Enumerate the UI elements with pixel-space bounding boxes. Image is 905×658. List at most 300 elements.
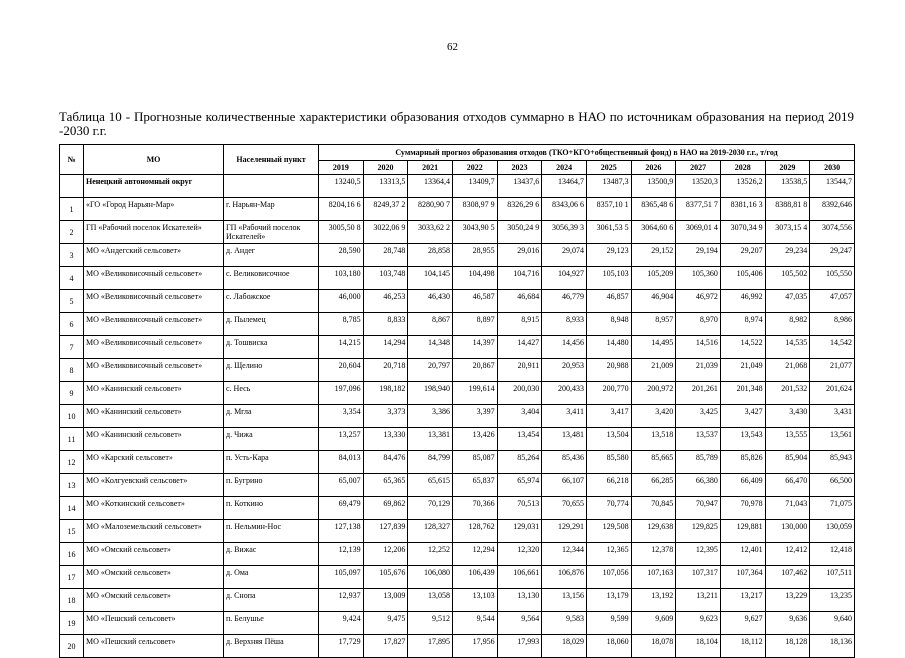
value-cell-2021: 84,799	[408, 451, 453, 474]
value-cell-2027: 105,360	[676, 267, 721, 290]
value-cell-2029: 71,043	[765, 497, 810, 520]
value-cell-2025: 70,774	[586, 497, 631, 520]
value-cell-2030: 130,059	[810, 520, 855, 543]
value-cell-2026: 107,163	[631, 566, 676, 589]
value-cell-2030: 29,247	[810, 244, 855, 267]
value-cell-2020: 14,294	[363, 336, 408, 359]
value-cell-2019: 103,180	[319, 267, 364, 290]
settlement-cell: д. Ома	[224, 566, 319, 589]
value-cell-2028: 3070,34 9	[720, 221, 765, 244]
value-cell-2024: 8343,06 6	[542, 198, 587, 221]
municipality-cell: МО «Великовисочный сельсовет»	[84, 313, 224, 336]
settlement-cell: д. Чижа	[224, 428, 319, 451]
value-cell-2026: 18,078	[631, 635, 676, 658]
value-cell-2030: 8392,646	[810, 198, 855, 221]
value-cell-2021: 70,129	[408, 497, 453, 520]
value-cell-2022: 9,544	[452, 612, 497, 635]
value-cell-2022: 85,087	[452, 451, 497, 474]
header-settlement: Населенный пункт	[224, 145, 319, 175]
value-cell-2020: 13313,5	[363, 175, 408, 198]
value-cell-2019: 17,729	[319, 635, 364, 658]
value-cell-2030: 13,561	[810, 428, 855, 451]
settlement-cell: д. Андег	[224, 244, 319, 267]
value-cell-2029: 8388,81 8	[765, 198, 810, 221]
value-cell-2021: 8280,90 7	[408, 198, 453, 221]
settlement-cell: д. Пылемец	[224, 313, 319, 336]
value-cell-2028: 3,427	[720, 405, 765, 428]
value-cell-2023: 70,513	[497, 497, 542, 520]
row-number-cell: 11	[60, 428, 84, 451]
value-cell-2022: 199,614	[452, 382, 497, 405]
value-cell-2027: 66,380	[676, 474, 721, 497]
table-row	[60, 382, 855, 405]
value-cell-2019: 9,424	[319, 612, 364, 635]
row-number-cell: 18	[60, 589, 84, 612]
value-cell-2019: 3005,50 8	[319, 221, 364, 244]
value-cell-2026: 12,378	[631, 543, 676, 566]
row-number-cell: 15	[60, 520, 84, 543]
value-cell-2025: 200,770	[586, 382, 631, 405]
value-cell-2023: 85,264	[497, 451, 542, 474]
value-cell-2022: 28,955	[452, 244, 497, 267]
value-cell-2020: 13,009	[363, 589, 408, 612]
value-cell-2021: 13,381	[408, 428, 453, 451]
table-row	[60, 313, 855, 336]
value-cell-2028: 129,881	[720, 520, 765, 543]
value-cell-2026: 13,518	[631, 428, 676, 451]
value-cell-2023: 13437,6	[497, 175, 542, 198]
value-cell-2025: 20,988	[586, 359, 631, 382]
value-cell-2025: 12,365	[586, 543, 631, 566]
settlement-cell: д. Щелино	[224, 359, 319, 382]
value-cell-2025: 29,123	[586, 244, 631, 267]
value-cell-2020: 69,862	[363, 497, 408, 520]
value-cell-2019: 13240,5	[319, 175, 364, 198]
value-cell-2030: 14,542	[810, 336, 855, 359]
value-cell-2023: 3,404	[497, 405, 542, 428]
value-cell-2019: 84,013	[319, 451, 364, 474]
value-cell-2028: 13,217	[720, 589, 765, 612]
settlement-cell: п. Белушье	[224, 612, 319, 635]
value-cell-2029: 85,904	[765, 451, 810, 474]
municipality-cell: МО «Андегский сельсовет»	[84, 244, 224, 267]
value-cell-2029: 13,229	[765, 589, 810, 612]
value-cell-2029: 130,000	[765, 520, 810, 543]
value-cell-2024: 8,933	[542, 313, 587, 336]
table-row	[60, 451, 855, 474]
value-cell-2020: 9,475	[363, 612, 408, 635]
row-number-cell: 17	[60, 566, 84, 589]
value-cell-2022: 12,294	[452, 543, 497, 566]
value-cell-2024: 85,436	[542, 451, 587, 474]
table-row	[60, 497, 855, 520]
value-cell-2022: 13,103	[452, 589, 497, 612]
table-row	[60, 474, 855, 497]
value-cell-2023: 13,454	[497, 428, 542, 451]
municipality-cell: МО «Великовисочный сельсовет»	[84, 359, 224, 382]
value-cell-2030: 13,235	[810, 589, 855, 612]
value-cell-2020: 17,827	[363, 635, 408, 658]
value-cell-2027: 13520,3	[676, 175, 721, 198]
settlement-cell: д. Вижас	[224, 543, 319, 566]
value-cell-2029: 9,636	[765, 612, 810, 635]
value-cell-2024: 200,433	[542, 382, 587, 405]
settlement-cell: д. Снопа	[224, 589, 319, 612]
value-cell-2021: 3,386	[408, 405, 453, 428]
value-cell-2021: 8,867	[408, 313, 453, 336]
value-cell-2028: 8381,16 3	[720, 198, 765, 221]
value-cell-2021: 13364,4	[408, 175, 453, 198]
table-row	[60, 589, 855, 612]
value-cell-2021: 46,430	[408, 290, 453, 313]
value-cell-2023: 129,031	[497, 520, 542, 543]
header-year-2022: 2022	[452, 161, 497, 175]
value-cell-2027: 46,972	[676, 290, 721, 313]
value-cell-2021: 106,080	[408, 566, 453, 589]
value-cell-2027: 12,395	[676, 543, 721, 566]
value-cell-2022: 13,426	[452, 428, 497, 451]
value-cell-2028: 29,207	[720, 244, 765, 267]
value-cell-2022: 106,439	[452, 566, 497, 589]
municipality-cell: МО «Коткинский сельсовет»	[84, 497, 224, 520]
value-cell-2027: 13,211	[676, 589, 721, 612]
municipality-cell: МО «Пешский сельсовет»	[84, 635, 224, 658]
value-cell-2021: 65,615	[408, 474, 453, 497]
value-cell-2027: 8377,51 7	[676, 198, 721, 221]
value-cell-2023: 17,993	[497, 635, 542, 658]
value-cell-2029: 201,532	[765, 382, 810, 405]
row-number-cell: 4	[60, 267, 84, 290]
municipality-cell: МО «Колгуевский сельсовет»	[84, 474, 224, 497]
value-cell-2025: 14,480	[586, 336, 631, 359]
settlement-cell	[224, 175, 319, 198]
value-cell-2025: 13,504	[586, 428, 631, 451]
value-cell-2024: 3,411	[542, 405, 587, 428]
value-cell-2020: 8,833	[363, 313, 408, 336]
value-cell-2027: 9,623	[676, 612, 721, 635]
value-cell-2029: 21,068	[765, 359, 810, 382]
value-cell-2019: 65,007	[319, 474, 364, 497]
value-cell-2019: 69,479	[319, 497, 364, 520]
value-cell-2026: 70,845	[631, 497, 676, 520]
value-cell-2020: 28,748	[363, 244, 408, 267]
value-cell-2027: 3069,01 4	[676, 221, 721, 244]
value-cell-2023: 65,974	[497, 474, 542, 497]
value-cell-2019: 197,096	[319, 382, 364, 405]
header-year-2021: 2021	[408, 161, 453, 175]
row-number-cell: 2	[60, 221, 84, 244]
municipality-cell: МО «Канинский сельсовет»	[84, 405, 224, 428]
value-cell-2019: 3,354	[319, 405, 364, 428]
total-row	[60, 175, 855, 198]
value-cell-2030: 201,624	[810, 382, 855, 405]
row-number-cell: 16	[60, 543, 84, 566]
value-cell-2027: 14,516	[676, 336, 721, 359]
municipality-cell: МО «Карский сельсовет»	[84, 451, 224, 474]
header-year-2028: 2028	[720, 161, 765, 175]
header-year-2019: 2019	[319, 161, 364, 175]
row-number-cell: 9	[60, 382, 84, 405]
table-body	[60, 175, 855, 658]
row-number-cell: 12	[60, 451, 84, 474]
table-row	[60, 244, 855, 267]
waste-forecast-table	[59, 144, 855, 658]
value-cell-2019: 8,785	[319, 313, 364, 336]
value-cell-2026: 13,192	[631, 589, 676, 612]
value-cell-2023: 9,564	[497, 612, 542, 635]
table-row	[60, 543, 855, 566]
value-cell-2026: 13500,9	[631, 175, 676, 198]
row-number-cell: 20	[60, 635, 84, 658]
value-cell-2028: 46,992	[720, 290, 765, 313]
value-cell-2021: 13,058	[408, 589, 453, 612]
value-cell-2021: 3033,62 2	[408, 221, 453, 244]
value-cell-2025: 18,060	[586, 635, 631, 658]
value-cell-2028: 21,049	[720, 359, 765, 382]
value-cell-2025: 8,948	[586, 313, 631, 336]
value-cell-2025: 13487,3	[586, 175, 631, 198]
value-cell-2029: 107,462	[765, 566, 810, 589]
row-number-cell	[60, 175, 84, 198]
table-caption: Таблица 10 - Прогнозные количественные характеристики образования отходов суммарно в НАО по источникам образования на период 2019 -2030 г.г.	[59, 109, 854, 138]
value-cell-2024: 12,344	[542, 543, 587, 566]
municipality-cell: МО «Омский сельсовет»	[84, 566, 224, 589]
value-cell-2028: 13,543	[720, 428, 765, 451]
value-cell-2023: 13,130	[497, 589, 542, 612]
value-cell-2025: 66,218	[586, 474, 631, 497]
value-cell-2020: 3,373	[363, 405, 408, 428]
row-number-cell: 3	[60, 244, 84, 267]
value-cell-2030: 47,057	[810, 290, 855, 313]
value-cell-2025: 129,508	[586, 520, 631, 543]
value-cell-2028: 13526,2	[720, 175, 765, 198]
value-cell-2028: 201,348	[720, 382, 765, 405]
value-cell-2020: 3022,06 9	[363, 221, 408, 244]
value-cell-2024: 14,456	[542, 336, 587, 359]
table-row	[60, 612, 855, 635]
value-cell-2026: 3064,60 6	[631, 221, 676, 244]
row-number-cell: 14	[60, 497, 84, 520]
table-row	[60, 290, 855, 313]
value-cell-2026: 66,285	[631, 474, 676, 497]
value-cell-2020: 127,839	[363, 520, 408, 543]
value-cell-2021: 198,940	[408, 382, 453, 405]
header-year-2020: 2020	[363, 161, 408, 175]
value-cell-2026: 105,209	[631, 267, 676, 290]
value-cell-2022: 13409,7	[452, 175, 497, 198]
value-cell-2019: 127,138	[319, 520, 364, 543]
value-cell-2026: 14,495	[631, 336, 676, 359]
value-cell-2030: 21,077	[810, 359, 855, 382]
value-cell-2028: 18,112	[720, 635, 765, 658]
row-number-cell: 6	[60, 313, 84, 336]
table-row	[60, 221, 855, 244]
value-cell-2024: 20,953	[542, 359, 587, 382]
value-cell-2030: 105,550	[810, 267, 855, 290]
value-cell-2025: 13,179	[586, 589, 631, 612]
value-cell-2025: 8357,10 1	[586, 198, 631, 221]
table-row	[60, 566, 855, 589]
value-cell-2030: 3074,556	[810, 221, 855, 244]
value-cell-2024: 70,655	[542, 497, 587, 520]
table-row	[60, 635, 855, 658]
value-cell-2020: 13,330	[363, 428, 408, 451]
value-cell-2022: 20,867	[452, 359, 497, 382]
value-cell-2030: 3,431	[810, 405, 855, 428]
value-cell-2029: 3,430	[765, 405, 810, 428]
value-cell-2024: 46,779	[542, 290, 587, 313]
header-year-2025: 2025	[586, 161, 631, 175]
header-year-2029: 2029	[765, 161, 810, 175]
value-cell-2030: 66,500	[810, 474, 855, 497]
value-cell-2022: 8,897	[452, 313, 497, 336]
value-cell-2022: 3043,90 5	[452, 221, 497, 244]
value-cell-2024: 18,029	[542, 635, 587, 658]
municipality-cell: МО «Пешский сельсовет»	[84, 612, 224, 635]
value-cell-2030: 13544,7	[810, 175, 855, 198]
header-row	[60, 145, 855, 161]
municipality-cell: МО «Великовисочный сельсовет»	[84, 290, 224, 313]
value-cell-2027: 21,039	[676, 359, 721, 382]
value-cell-2030: 85,943	[810, 451, 855, 474]
value-cell-2028: 12,401	[720, 543, 765, 566]
value-cell-2029: 8,982	[765, 313, 810, 336]
value-cell-2021: 104,145	[408, 267, 453, 290]
value-cell-2025: 107,056	[586, 566, 631, 589]
municipality-cell: МО «Канинский сельсовет»	[84, 382, 224, 405]
value-cell-2020: 20,718	[363, 359, 408, 382]
value-cell-2030: 12,418	[810, 543, 855, 566]
value-cell-2024: 29,074	[542, 244, 587, 267]
value-cell-2021: 128,327	[408, 520, 453, 543]
value-cell-2027: 3,425	[676, 405, 721, 428]
value-cell-2028: 66,409	[720, 474, 765, 497]
value-cell-2023: 8,915	[497, 313, 542, 336]
row-number-cell: 10	[60, 405, 84, 428]
row-number-cell: 13	[60, 474, 84, 497]
settlement-cell: с. Несь	[224, 382, 319, 405]
value-cell-2027: 129,825	[676, 520, 721, 543]
value-cell-2019: 14,215	[319, 336, 364, 359]
municipality-cell: МО «Канинский сельсовет»	[84, 428, 224, 451]
header-year-2023: 2023	[497, 161, 542, 175]
value-cell-2025: 46,857	[586, 290, 631, 313]
value-cell-2020: 8249,37 2	[363, 198, 408, 221]
value-cell-2023: 46,684	[497, 290, 542, 313]
value-cell-2027: 8,970	[676, 313, 721, 336]
value-cell-2030: 9,640	[810, 612, 855, 635]
value-cell-2019: 13,257	[319, 428, 364, 451]
header-forecast-group: Суммарный прогноз образования отходов (ТКО+КГО+общественный фонд) в НАО на 2019-2030 г.г., т/год	[319, 145, 855, 161]
value-cell-2021: 17,895	[408, 635, 453, 658]
value-cell-2025: 3,417	[586, 405, 631, 428]
value-cell-2023: 14,427	[497, 336, 542, 359]
value-cell-2026: 200,972	[631, 382, 676, 405]
value-cell-2022: 14,397	[452, 336, 497, 359]
value-cell-2019: 105,097	[319, 566, 364, 589]
municipality-cell: МО «Малоземельский сельсовет»	[84, 520, 224, 543]
value-cell-2029: 13,555	[765, 428, 810, 451]
value-cell-2026: 129,638	[631, 520, 676, 543]
value-cell-2023: 106,661	[497, 566, 542, 589]
value-cell-2029: 105,502	[765, 267, 810, 290]
value-cell-2024: 129,291	[542, 520, 587, 543]
settlement-cell: п. Бугрино	[224, 474, 319, 497]
value-cell-2026: 29,152	[631, 244, 676, 267]
value-cell-2028: 8,974	[720, 313, 765, 336]
value-cell-2023: 8326,29 6	[497, 198, 542, 221]
value-cell-2029: 66,470	[765, 474, 810, 497]
value-cell-2023: 3050,24 9	[497, 221, 542, 244]
value-cell-2024: 13,156	[542, 589, 587, 612]
value-cell-2020: 198,182	[363, 382, 408, 405]
settlement-cell: г. Нарьян-Мар	[224, 198, 319, 221]
settlement-cell: п. Усть-Кара	[224, 451, 319, 474]
value-cell-2026: 46,904	[631, 290, 676, 313]
value-cell-2029: 29,234	[765, 244, 810, 267]
value-cell-2030: 71,075	[810, 497, 855, 520]
value-cell-2027: 18,104	[676, 635, 721, 658]
value-cell-2028: 70,978	[720, 497, 765, 520]
value-cell-2019: 46,000	[319, 290, 364, 313]
value-cell-2028: 105,406	[720, 267, 765, 290]
value-cell-2027: 85,789	[676, 451, 721, 474]
value-cell-2027: 70,947	[676, 497, 721, 520]
row-number-cell: 7	[60, 336, 84, 359]
value-cell-2022: 8308,97 9	[452, 198, 497, 221]
page-number: 62	[447, 41, 458, 53]
value-cell-2026: 3,420	[631, 405, 676, 428]
settlement-cell: п. Коткино	[224, 497, 319, 520]
value-cell-2020: 12,206	[363, 543, 408, 566]
municipality-cell: МО «Великовисочный сельсовет»	[84, 267, 224, 290]
value-cell-2029: 13538,5	[765, 175, 810, 198]
value-cell-2026: 8,957	[631, 313, 676, 336]
value-cell-2021: 14,348	[408, 336, 453, 359]
value-cell-2019: 28,590	[319, 244, 364, 267]
value-cell-2025: 3061,53 5	[586, 221, 631, 244]
value-cell-2028: 9,627	[720, 612, 765, 635]
settlement-cell: п. Нельмин-Нос	[224, 520, 319, 543]
value-cell-2028: 14,522	[720, 336, 765, 359]
row-number-cell: 1	[60, 198, 84, 221]
value-cell-2024: 9,583	[542, 612, 587, 635]
value-cell-2024: 13,481	[542, 428, 587, 451]
value-cell-2023: 29,016	[497, 244, 542, 267]
table-row	[60, 405, 855, 428]
value-cell-2019: 8204,16 6	[319, 198, 364, 221]
value-cell-2023: 200,030	[497, 382, 542, 405]
value-cell-2027: 107,317	[676, 566, 721, 589]
value-cell-2020: 103,748	[363, 267, 408, 290]
row-number-cell: 5	[60, 290, 84, 313]
municipality-cell: МО «Великовисочный сельсовет»	[84, 336, 224, 359]
value-cell-2025: 105,103	[586, 267, 631, 290]
value-cell-2024: 106,876	[542, 566, 587, 589]
value-cell-2025: 9,599	[586, 612, 631, 635]
municipality-cell: МО «Омский сельсовет»	[84, 589, 224, 612]
value-cell-2022: 3,397	[452, 405, 497, 428]
value-cell-2024: 3056,39 3	[542, 221, 587, 244]
value-cell-2019: 20,604	[319, 359, 364, 382]
value-cell-2030: 107,511	[810, 566, 855, 589]
table-row	[60, 428, 855, 451]
value-cell-2021: 28,858	[408, 244, 453, 267]
value-cell-2020: 65,365	[363, 474, 408, 497]
value-cell-2027: 201,261	[676, 382, 721, 405]
value-cell-2028: 85,826	[720, 451, 765, 474]
value-cell-2024: 13464,7	[542, 175, 587, 198]
